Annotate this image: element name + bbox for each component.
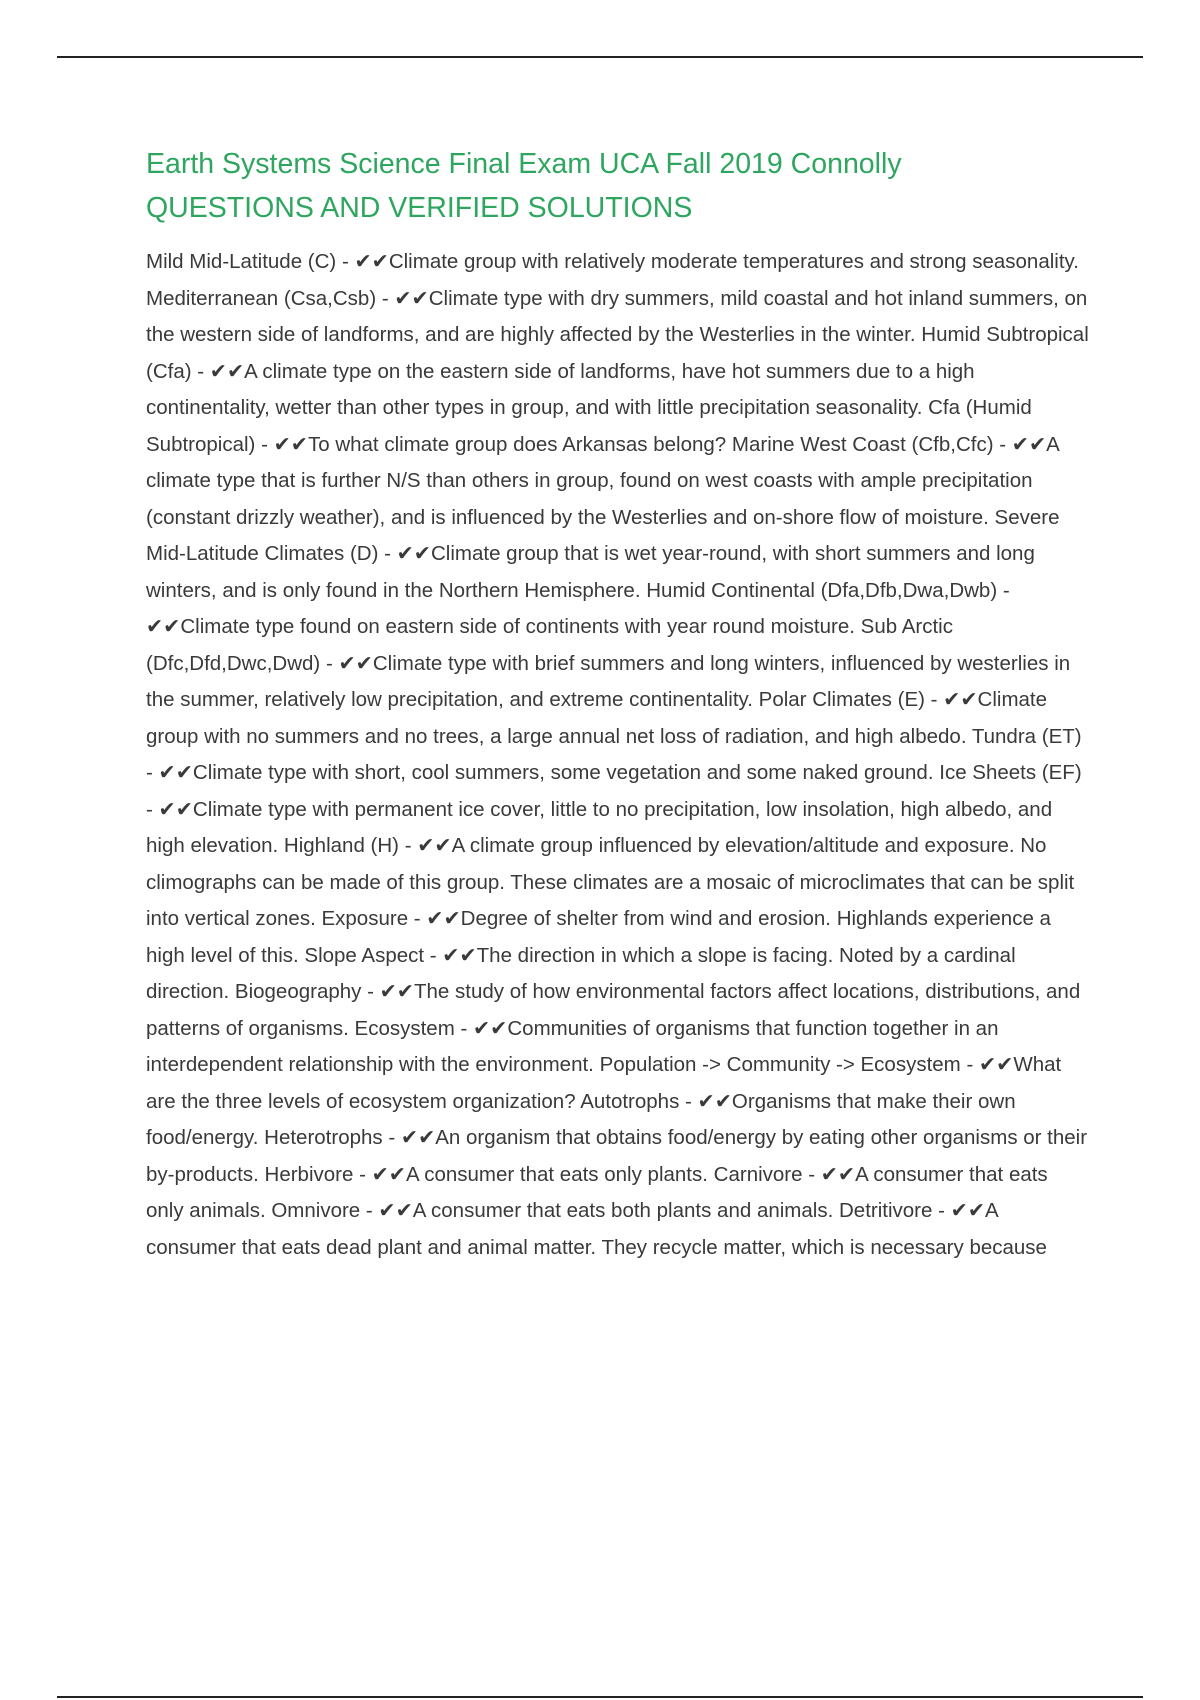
entry-term: Detritivore <box>839 1199 933 1222</box>
answer-check-icon: - ✔✔ <box>960 1053 1014 1076</box>
entry-term: Tundra (ET) <box>971 724 1082 748</box>
entry-definition: To what climate group does Arkansas belong? <box>307 432 727 456</box>
answer-check-icon: - ✔✔ <box>336 250 389 273</box>
entry-definition: What are the three levels of ecosystem organization? <box>146 1053 1062 1113</box>
entry-term: Severe Mid-Latitude Climates (D) <box>146 505 1060 565</box>
entry-definition: Degree of shelter from wind and erosion. Highlands experience a high level of this. <box>146 907 1051 967</box>
answer-check-icon: - ✔✔ <box>146 797 193 821</box>
entry-definition: Communities of organisms that function together in an interdependent relationship with the environment. <box>146 1016 999 1076</box>
entry-term: Marine West Coast (Cfb,Cfc) <box>731 432 994 456</box>
entry-definition: The direction in which a slope is facing. Noted by a cardinal direction. <box>146 943 1016 1003</box>
entry-term: Autotrophs <box>580 1089 680 1113</box>
entry-term: Sub Arctic (Dfc,Dfd,Dwc,Dwd) <box>146 615 953 675</box>
document-title <box>146 143 1090 230</box>
answer-check-icon: - ✔✔ <box>408 907 461 930</box>
answer-check-icon: - ✔✔ <box>932 1199 985 1222</box>
entry-term: Population -> Community -> Ecosystem <box>599 1053 961 1076</box>
answer-check-icon: - ✔✔ <box>191 359 245 383</box>
entry-term: Mediterranean (Csa,Csb) <box>146 286 377 310</box>
header-rule <box>57 56 1143 58</box>
answer-check-icon: - ✔✔ <box>361 980 414 1003</box>
answer-check-icon: - ✔✔ <box>376 286 429 310</box>
entry-definition: A consumer that eats only plants. <box>405 1162 708 1186</box>
entry-term: Humid Continental (Dfa,Dfb,Dwa,Dwb) <box>646 578 998 602</box>
footer-rule <box>57 1696 1143 1698</box>
entry-definition: A climate group influenced by elevation/altitude and exposure. No climographs can be made of this group. These climates are a mosaic of microclimates that can be split into vertical zones. <box>146 834 1075 930</box>
answer-check-icon: - ✔✔ <box>353 1162 406 1186</box>
answer-check-icon: - ✔✔ <box>802 1162 856 1186</box>
entry-definition: Organisms that make their own food/energy. <box>146 1089 1016 1149</box>
document-body <box>146 244 1090 1266</box>
entry-term: Heterotrophs <box>264 1126 383 1149</box>
entry-term: Humid Subtropical (Cfa) <box>146 323 1089 383</box>
entry-definition: Climate type with dry summers, mild coastal and hot inland summers, on the western side of landforms, and are highly affected by the Westerlies in the winter. <box>146 286 1088 346</box>
answer-check-icon: - ✔✔ <box>146 578 1010 638</box>
title-line: Earth Systems Science Final Exam UCA Fall 2019 Connolly <box>146 148 902 180</box>
answer-check-icon: - ✔✔ <box>993 432 1047 456</box>
answer-check-icon: - ✔✔ <box>424 943 477 967</box>
answer-check-icon: - ✔✔ <box>378 542 431 565</box>
entry-definition: A consumer that eats both plants and animals. <box>412 1199 834 1222</box>
entry-term: Cfa (Humid Subtropical) <box>146 396 1032 456</box>
entry-definition: A climate type on the eastern side of landforms, have hot summers due to a high continentality, wetter than other types in group, and with little precipitation seasonality. <box>146 359 975 419</box>
entry-definition: A consumer that eats dead plant and animal matter. They recycle matter, which is necessary because <box>146 1199 1047 1259</box>
entry-definition: Climate type with short, cool summers, some vegetation and some naked ground. <box>192 761 934 784</box>
entry-definition: The study of how environmental factors affect locations, distributions, and patterns of organisms. <box>146 980 1081 1040</box>
answer-check-icon: - ✔✔ <box>454 1016 508 1040</box>
entry-definition: An organism that obtains food/energy by eating other organisms or their by-products. <box>146 1126 1088 1186</box>
answer-check-icon: - ✔✔ <box>679 1089 732 1113</box>
entry-term: Ecosystem <box>354 1016 455 1040</box>
entry-term: Mild Mid-Latitude (C) <box>146 250 337 273</box>
entry-term: Highland (H) <box>283 834 399 857</box>
entry-term: Slope Aspect <box>304 943 425 967</box>
answer-check-icon: - ✔✔ <box>399 834 452 857</box>
answer-check-icon: - ✔✔ <box>320 651 373 675</box>
entry-definition: Climate group that is wet year-round, with short summers and long winters, and is only found in the Northern Hemisphere. <box>146 542 1035 602</box>
entry-definition: A consumer that eats only animals. <box>146 1162 1048 1222</box>
entry-definition: Climate group with no summers and no trees, a large annual net loss of radiation, and high albedo. <box>146 688 1048 748</box>
entry-term: Exposure <box>321 907 409 930</box>
entry-term: Ice Sheets (EF) <box>939 761 1082 784</box>
entry-definition: Climate type with permanent ice cover, little to no precipitation, low insolation, high albedo, and high elevation. <box>146 797 1053 857</box>
entry-term: Herbivore <box>264 1162 354 1186</box>
answer-check-icon: - ✔✔ <box>924 688 978 711</box>
entry-definition: Climate type found on eastern side of continents with year round moisture. <box>180 615 855 638</box>
document-page <box>146 143 1090 1266</box>
entry-definition: Climate group with relatively moderate temperatures and strong seasonality. <box>388 250 1079 273</box>
entry-term: Polar Climates (E) <box>758 688 925 711</box>
answer-check-icon: - ✔✔ <box>360 1199 413 1222</box>
entry-definition: A climate type that is further N/S than others in group, found on west coasts with ample precipitation (constant drizzly weather), and is influenced by the Westerlies and on-shore flow of moisture. <box>146 432 1059 529</box>
entry-term: Omnivore <box>271 1199 361 1222</box>
entry-term: Carnivore <box>713 1162 803 1186</box>
answer-check-icon: - ✔✔ <box>146 761 193 784</box>
answer-check-icon: - ✔✔ <box>255 432 308 456</box>
answer-check-icon: - ✔✔ <box>382 1126 436 1149</box>
title-line: QUESTIONS AND VERIFIED SOLUTIONS <box>146 191 693 224</box>
entry-definition: Climate type with brief summers and long winters, influenced by westerlies in the summer, relatively low precipitation, and extreme continentality. <box>146 651 1071 711</box>
entry-term: Biogeography <box>234 980 362 1003</box>
